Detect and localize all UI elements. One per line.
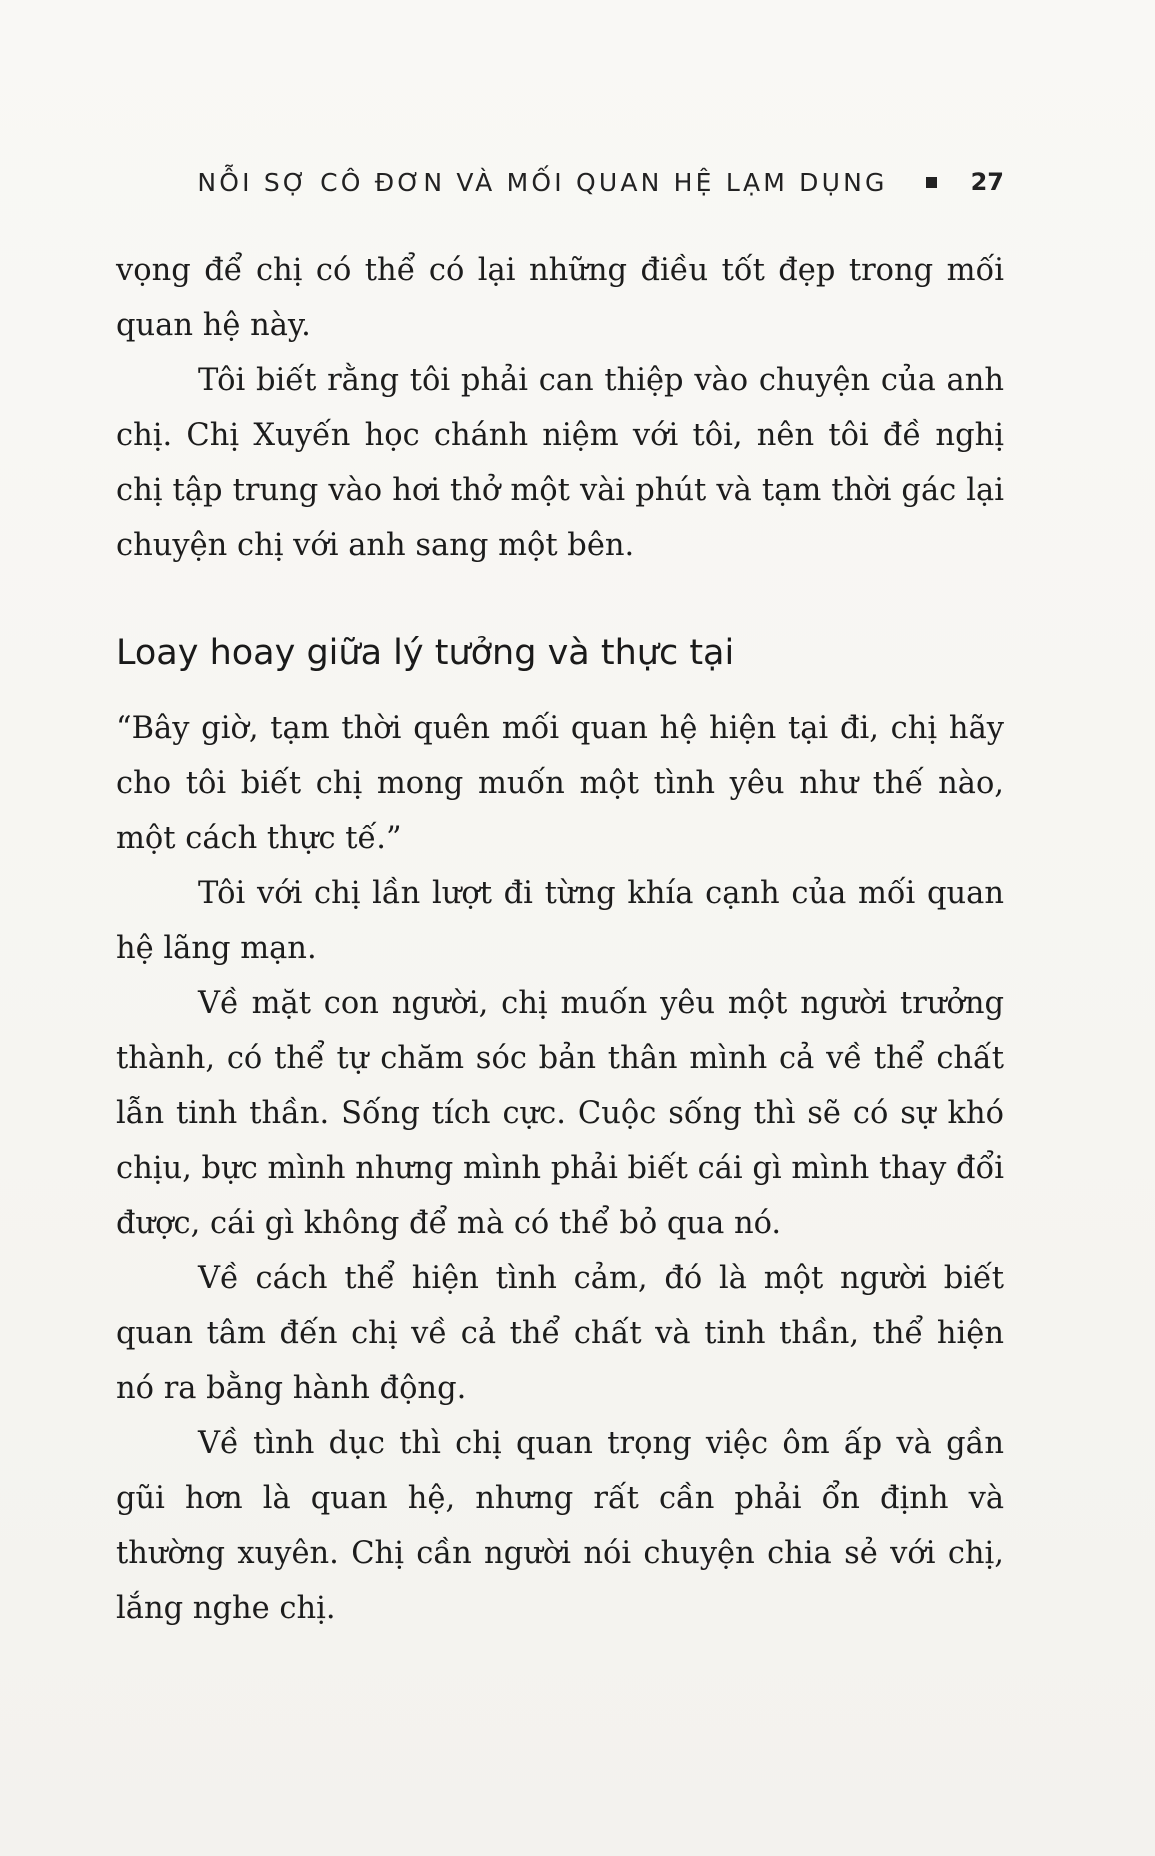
running-header — [120, 162, 1004, 202]
running-title: NỖI SỢ CÔ ĐƠN VÀ MỐI QUAN HỆ LẠM DỤNG — [197, 167, 888, 197]
paragraph: Tôi với chị lần lượt đi từng khía cạnh của mối quan hệ lãng mạn. — [116, 876, 1004, 966]
paragraph: Tôi biết rằng tôi phải can thiệp vào chuyện của anh chị. Chị Xuyến học chánh niệm với tôi, nên tôi đề nghị chị tập trung vào hơi thở một vài phút và tạm thời gác lại chuyện chị với anh sang một bên. — [116, 363, 1004, 563]
paragraph: Về mặt con người, chị muốn yêu một người trưởng thành, có thể tự chăm sóc bản thân mình cả về thể chất lẫn tinh thần. Sống tích cực. Cuộc sống thì sẽ có sự khó chịu, bực mình nhưng mình phải biết cái gì mình thay đổi được, cái gì không để mà có thể bỏ qua nó. — [116, 986, 1004, 1241]
page-body — [116, 243, 1004, 1636]
paragraph: “Bây giờ, tạm thời quên mối quan hệ hiện tại đi, chị hãy cho tôi biết chị mong muốn một tình yêu như thế nào, một cách thực tế.” — [116, 711, 1004, 856]
paragraph: Về tình dục thì chị quan trọng việc ôm ấp và gần gũi hơn là quan hệ, nhưng rất cần phải ổn định và thường xuyên. Chị cần người nói chuyện chia sẻ với chị, lắng nghe chị. — [116, 1426, 1004, 1626]
paragraph-continued: vọng để chị có thể có lại những điều tốt đẹp trong mối quan hệ này. — [116, 253, 1004, 343]
paragraph: Về cách thể hiện tình cảm, đó là một người biết quan tâm đến chị về cả thể chất và tinh thần, thể hiện nó ra bằng hành động. — [116, 1261, 1004, 1406]
page-number: 27 — [970, 168, 1004, 196]
section-heading: Loay hoay giữa lý tưởng và thực tại — [116, 633, 735, 673]
header-bullet-icon — [926, 177, 937, 188]
